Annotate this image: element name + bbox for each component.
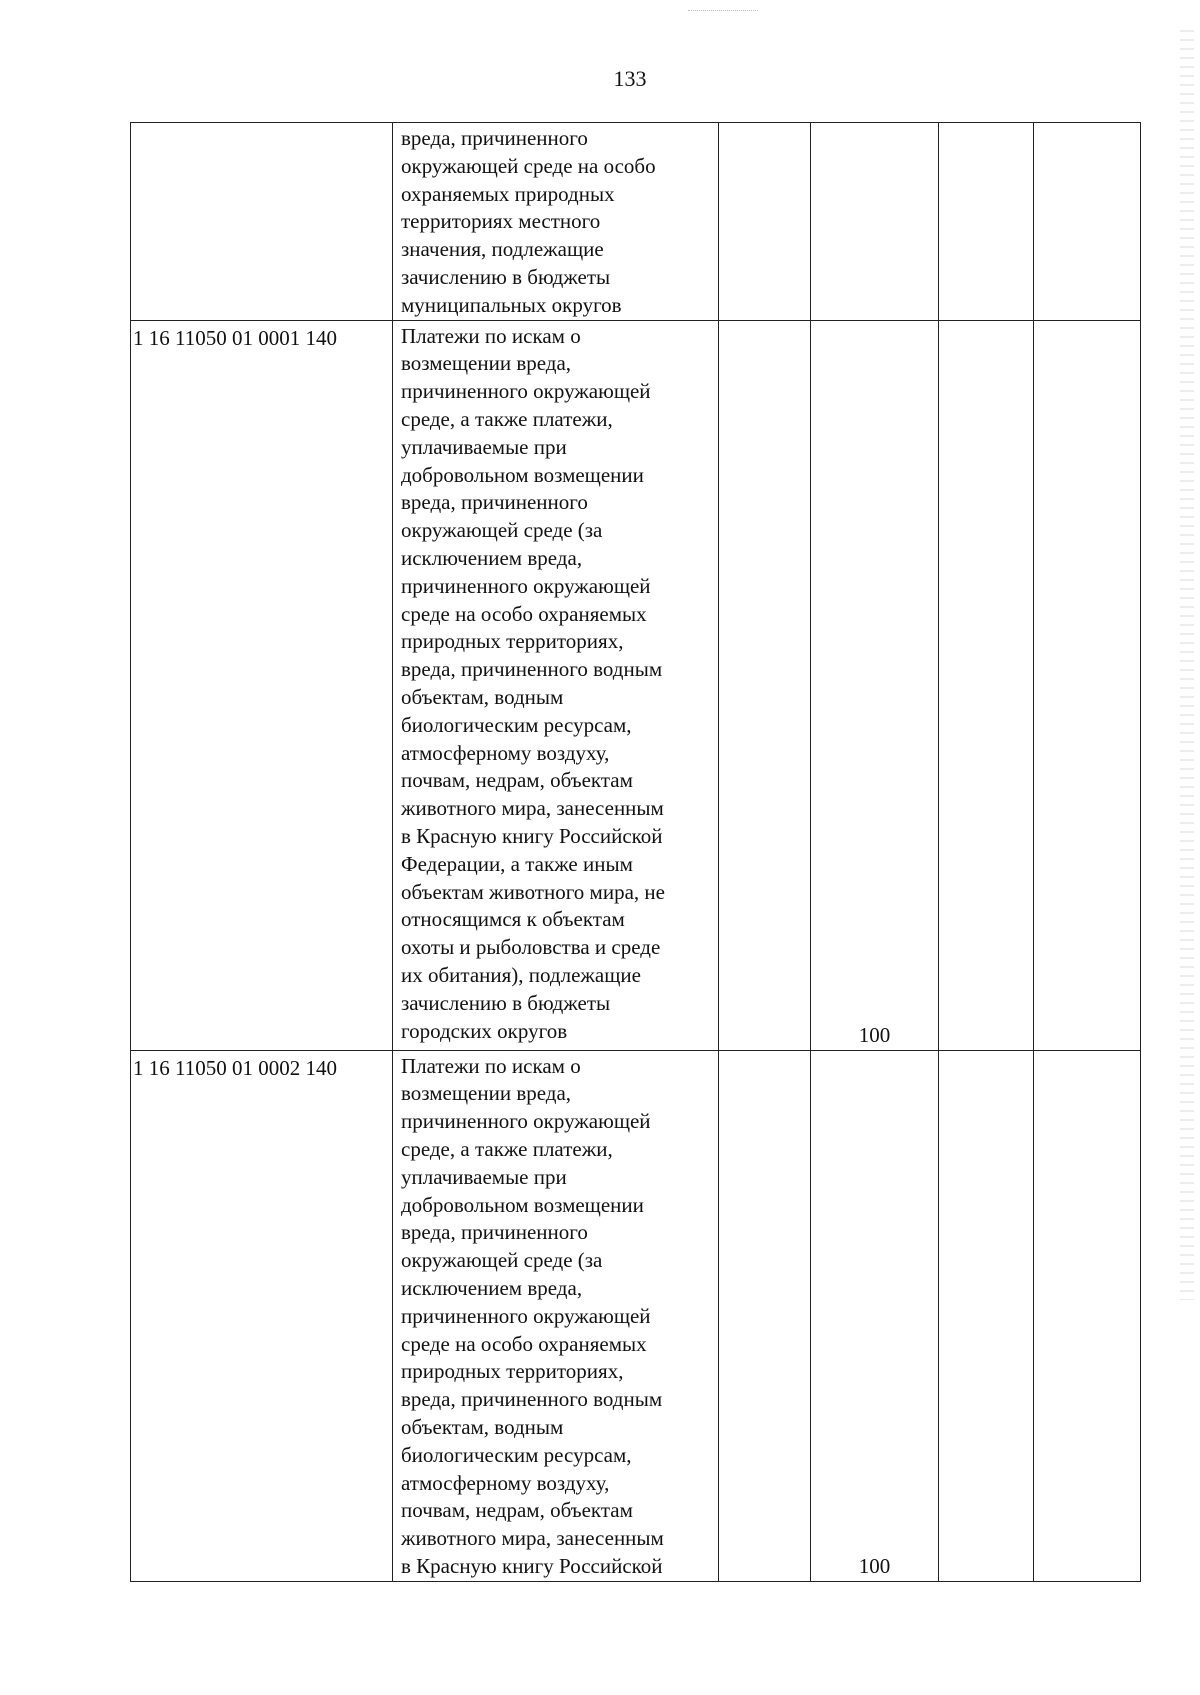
- description-cell: [393, 123, 719, 321]
- description-line: исключением вреда,: [401, 545, 583, 570]
- description-line: зачислению в бюджеты: [401, 990, 611, 1015]
- description-line: причиненного окружающей: [401, 1303, 651, 1328]
- description-line: биологическим ресурсам,: [401, 1442, 632, 1467]
- budget-codes-table: [130, 122, 1141, 1582]
- description-line: уплачиваемые при: [401, 1164, 567, 1189]
- description-line: охраняемых природных: [401, 181, 615, 206]
- scan-artifact-top: [688, 10, 758, 13]
- description-line: добровольном возмещении: [401, 1192, 644, 1217]
- description-line: атмосферному воздуху,: [401, 740, 610, 765]
- value-cell-4: 100: [811, 320, 939, 1050]
- code-cell: [131, 123, 393, 321]
- description-line: в Красную книгу Российской: [401, 1553, 663, 1578]
- description-line: животного мира, занесенным: [401, 1526, 664, 1551]
- description-line: территориях местного: [401, 209, 601, 234]
- description-line: природных территориях,: [401, 1359, 624, 1384]
- value-cell-3: [719, 320, 811, 1050]
- description-line: Платежи по искам о: [401, 323, 581, 348]
- value-cell-6: [1034, 320, 1141, 1050]
- description-line: объектам, водным: [401, 1414, 564, 1439]
- table-row: [131, 123, 1141, 321]
- table-row: [131, 1050, 1141, 1581]
- description-line: среде на особо охраняемых: [401, 1331, 647, 1356]
- description-line: охоты и рыболовства и среде: [401, 935, 661, 960]
- description-cell: [393, 1050, 719, 1581]
- value-cell-6: [1034, 1050, 1141, 1581]
- description-line: среде, а также платежи,: [401, 406, 613, 431]
- value-cell-3: [719, 1050, 811, 1581]
- description-line: вреда, причиненного водным: [401, 657, 663, 682]
- description-line: природных территориях,: [401, 629, 624, 654]
- description-line: животного мира, занесенным: [401, 796, 664, 821]
- description-line: относящимся к объектам: [401, 907, 625, 932]
- description-line: их обитания), подлежащие: [401, 962, 641, 987]
- table-row: [131, 320, 1141, 1050]
- description-line: исключением вреда,: [401, 1275, 583, 1300]
- description-line: зачислению в бюджеты: [401, 264, 611, 289]
- description-line: среде, а также платежи,: [401, 1136, 613, 1161]
- description-line: причиненного окружающей: [401, 573, 651, 598]
- description-line: Федерации, а также иным: [401, 851, 633, 876]
- scan-artifact-edge: [1180, 30, 1194, 1300]
- value-cell-6: [1034, 123, 1141, 321]
- description-line: почвам, недрам, объектам: [401, 768, 633, 793]
- description-line: вреда, причиненного водным: [401, 1387, 663, 1412]
- description-line: возмещении вреда,: [401, 351, 572, 376]
- description-line: городских округов: [401, 1018, 568, 1043]
- description-line: Платежи по искам о: [401, 1053, 581, 1078]
- description-line: возмещении вреда,: [401, 1081, 572, 1106]
- description-line: причиненного окружающей: [401, 379, 651, 404]
- description-line: вреда, причиненного: [401, 1220, 588, 1245]
- description-line: значения, подлежащие: [401, 237, 604, 262]
- description-line: добровольном возмещении: [401, 462, 644, 487]
- description-line: объектам животного мира, не: [401, 879, 665, 904]
- description-line: окружающей среде на особо: [401, 153, 656, 178]
- description-line: вреда, причиненного: [401, 490, 588, 515]
- description-line: среде на особо охраняемых: [401, 601, 647, 626]
- description-line: атмосферному воздуху,: [401, 1470, 610, 1495]
- description-line: биологическим ресурсам,: [401, 712, 632, 737]
- value-cell-5: [939, 320, 1034, 1050]
- code-cell: 1 16 11050 01 0001 140: [131, 320, 393, 1050]
- description-line: муниципальных округов: [401, 292, 622, 317]
- description-line: объектам, водным: [401, 684, 564, 709]
- description-cell: [393, 320, 719, 1050]
- description-line: окружающей среде (за: [401, 518, 603, 543]
- description-line: вреда, причиненного: [401, 126, 588, 150]
- description-line: окружающей среде (за: [401, 1248, 603, 1273]
- description-line: почвам, недрам, объектам: [401, 1498, 633, 1523]
- description-line: в Красную книгу Российской: [401, 823, 663, 848]
- page-number: 133: [613, 66, 647, 91]
- value-cell-4: [811, 123, 939, 321]
- value-cell-4: 100: [811, 1050, 939, 1581]
- value-cell-5: [939, 123, 1034, 321]
- description-line: причиненного окружающей: [401, 1109, 651, 1134]
- code-cell: 1 16 11050 01 0002 140: [131, 1050, 393, 1581]
- table-body: [131, 123, 1141, 1582]
- value-cell-3: [719, 123, 811, 321]
- value-cell-5: [939, 1050, 1034, 1581]
- description-line: уплачиваемые при: [401, 434, 567, 459]
